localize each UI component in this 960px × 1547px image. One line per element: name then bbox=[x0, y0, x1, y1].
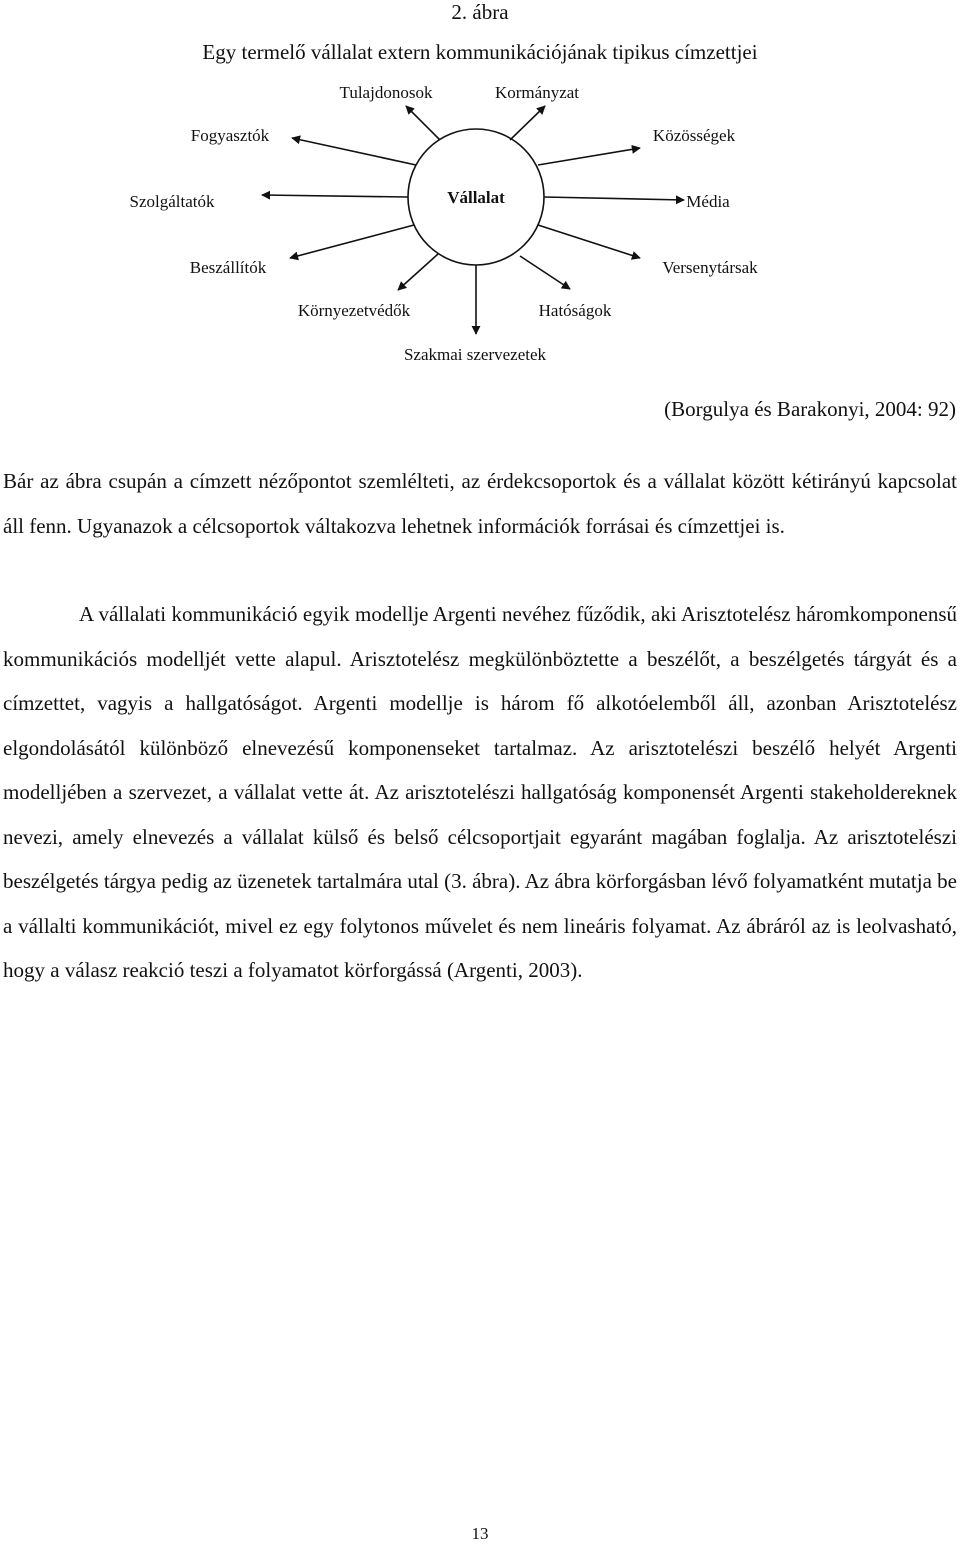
figure-source: (Borgulya és Barakonyi, 2004: 92) bbox=[664, 397, 956, 421]
figure-caption: Egy termelő vállalat extern kommunikációjának tipikus címzettjei bbox=[202, 40, 758, 64]
arrow-authorities bbox=[520, 256, 570, 289]
arrow-environmentalists bbox=[398, 254, 438, 290]
label-suppliers: Beszállítók bbox=[189, 258, 267, 277]
paragraph-2: A vállalati kommunikáció egyik modellje Argenti nevéhez fűződik, aki Arisztotelész háromkomponensű kommunikációs modelljét vette alapul. Arisztotelész megkülönböztette a beszélőt, a beszélgetés tárgyát és a címzettet, vagyis a hallgatóságot. Argenti modellje is három fő alkotóelemből áll, azonban Arisztotelész elgondolásától különböző elnevezésű komponenseket tartalmaz. Az arisztotelészi beszélő helyét Argenti modelljében a szervezet, a vállalat vette át. Az arisztotelészi hallgatóság komponensét Argenti stakeholdereknek nevezi, amely elnevezés a vállalat külső és belső célcsoportjait egyaránt magában foglalja. Az arisztotelészi beszélgetés tárgya pedig az üzenetek tartalmára utal (3. ábra). Az ábra körforgásban lévő folyamatként mutatja be a vállalti kommunikációt, mivel ez egy folytonos művelet és nem lineáris folyamat. Az ábráról az is leolvasható, hogy a válasz reakció teszi a folyamatot körforgássá (Argenti, 2003). bbox=[3, 602, 957, 982]
company-label: Vállalat bbox=[447, 188, 505, 207]
label-government: Kormányzat bbox=[494, 83, 580, 102]
arrow-competitors bbox=[538, 225, 640, 258]
arrow-suppliers bbox=[290, 225, 414, 258]
arrow-owners bbox=[406, 106, 440, 140]
label-professional-orgs: Szakmai szervezetek bbox=[403, 345, 547, 364]
label-consumers: Fogyasztók bbox=[190, 126, 270, 145]
arrow-service-providers bbox=[262, 195, 408, 197]
page-number: 13 bbox=[471, 1524, 489, 1543]
label-authorities: Hatóságok bbox=[538, 301, 612, 320]
label-service-providers: Szolgáltatók bbox=[129, 192, 215, 211]
arrow-communities bbox=[538, 148, 640, 165]
arrow-media bbox=[544, 197, 684, 200]
stakeholder-diagram bbox=[0, 70, 960, 380]
arrow-consumers bbox=[292, 138, 416, 165]
arrow-government bbox=[510, 106, 545, 140]
label-owners: Tulajdonosok bbox=[339, 83, 433, 102]
label-environmentalists: Környezetvédők bbox=[297, 301, 411, 320]
label-media: Média bbox=[686, 192, 730, 211]
figure-number: 2. ábra bbox=[451, 0, 509, 24]
label-competitors: Versenytársak bbox=[662, 258, 758, 277]
paragraph-1: Bár az ábra csupán a címzett nézőpontot szemlélteti, az érdekcsoportok és a vállalat között kétirányú kapcsolat áll fenn. Ugyanazok a célcsoportok váltakozva lehetnek információk forrásai és címzettjei is. bbox=[3, 469, 957, 538]
label-communities: Közösségek bbox=[652, 126, 736, 145]
